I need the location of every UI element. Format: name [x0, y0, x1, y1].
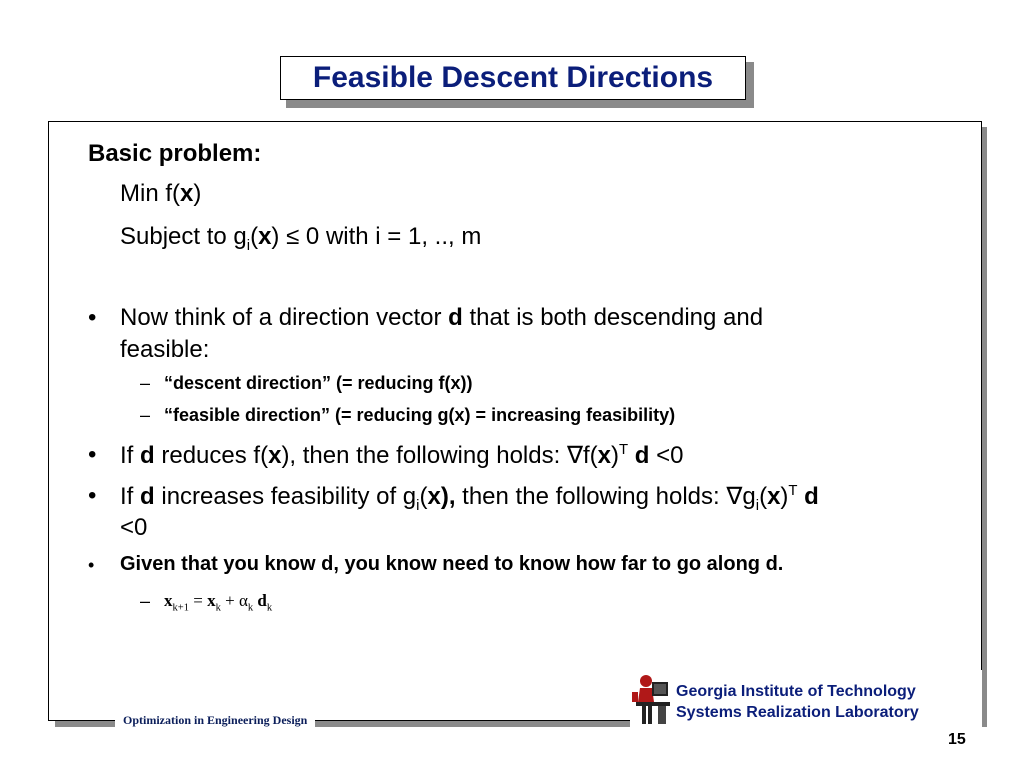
- bullet-marker: •: [88, 482, 97, 509]
- sub-dash-marker: –: [140, 591, 151, 611]
- title-box: [280, 56, 746, 100]
- bullet-reduces-f: If d reduces f(x), then the following holds: $\nabla f(x)^T$ d <0: [120, 442, 684, 469]
- bullet-marker: •: [88, 555, 95, 575]
- sub-dash-marker: –: [140, 405, 151, 425]
- sub-feasible-direction: “feasible direction” (= reducing g(x) = increasing feasibility): [164, 405, 676, 425]
- person-at-desk-logo-icon: [632, 672, 672, 726]
- sub-dash-marker: –: [140, 373, 151, 393]
- update-formula: $x_{k+1} = x_k + \alpha_k$ $d_k$: [164, 591, 273, 614]
- org-name-line1: Georgia Institute of Technology: [676, 683, 916, 700]
- objective-line: Min f(x): [120, 180, 202, 207]
- sub-descent-direction: “descent direction” (= reducing f(x)): [164, 373, 473, 393]
- bullet-increases-feasibility-cont: <0: [120, 514, 148, 541]
- bullet-marker: •: [88, 441, 97, 468]
- bullet-direction-vector: Now think of a direction vector d that is both descending and: [120, 304, 764, 331]
- constraint-line: Subject to $g_i(x) \le 0$ with i = 1, .., m: [120, 223, 482, 254]
- course-name: Optimization in Engineering Design: [115, 713, 315, 728]
- org-name-line2: Systems Realization Laboratory: [676, 704, 919, 721]
- bullet-increases-feasibility: If d increases feasibility of $g_i(x)$, then the following holds: $\nabla g_i(x)^T$ d: [120, 483, 819, 514]
- basic-problem-heading: Basic problem:: [88, 140, 262, 167]
- bullet-how-far: Given that you know d, you know need to know how far to go along d.: [120, 553, 784, 575]
- bullet-direction-vector-cont: feasible:: [120, 336, 210, 363]
- page-number: 15: [948, 731, 966, 748]
- bullet-marker: •: [88, 304, 97, 331]
- slide-title: Feasible Descent Directions: [312, 61, 714, 94]
